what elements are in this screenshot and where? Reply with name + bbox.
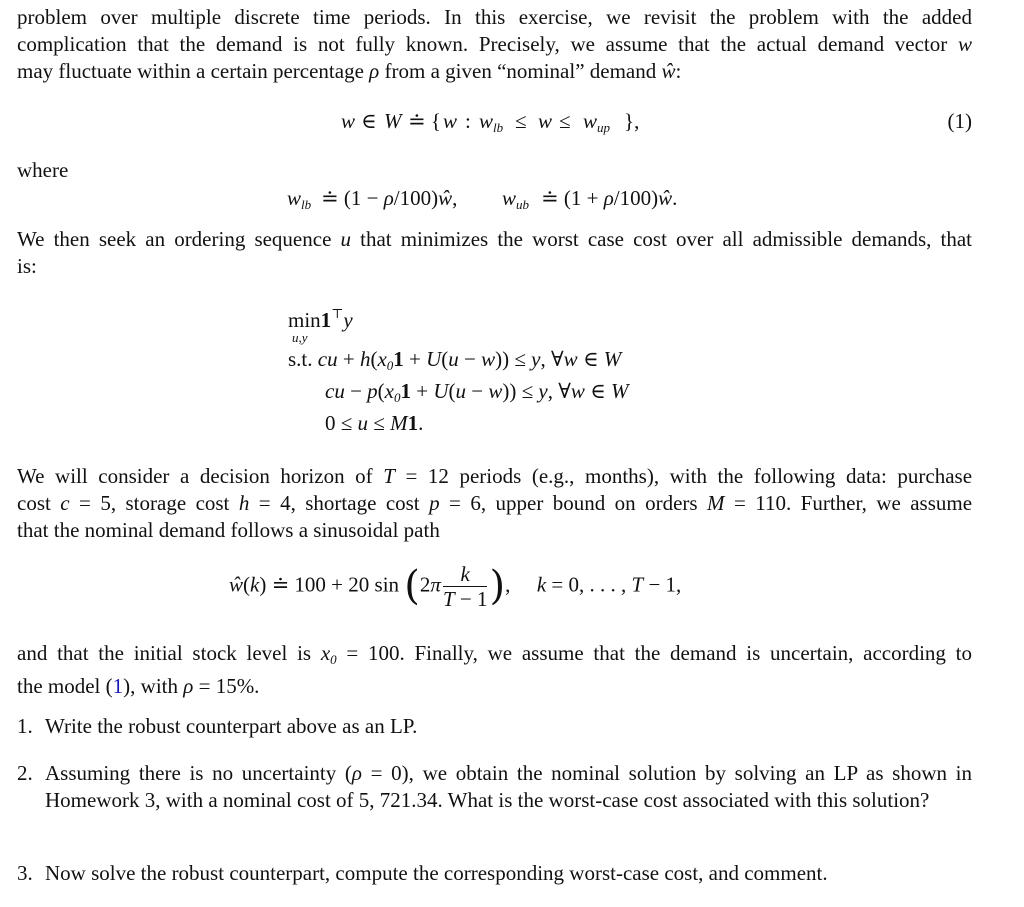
list-item-number: 1. [17,714,33,738]
seek-line-2: is: [17,254,37,278]
demand-equation: ŵ(k) ≐ 100 + 20 sin (2π $\frac{k}{T - 1}$ ), k = 0, . . . , T − 1, [229,562,682,611]
data-line-2d: 6, upper bound on orders [470,491,698,515]
data-paragraph: We will consider a decision horizon of T = 12 periods (e.g., months), with the following data: purchase cost c = 5, storage cost h = 4, shortage cost p = 6, upper bound on orders M = 110. Further, we assume that the nominal demand follows a sinusoidal path [17,464,973,542]
intro-line-1: problem over multiple discrete time periods. In this exercise, we revisit the problem with the added [17,5,972,29]
equation-1: w ∈ W ≐ { w : $w_{lb}$ ≤ w ≤ $w_{up}$ }, (1) [341,109,972,135]
equation-number: (1) [947,109,972,133]
final-line-1a: and that the initial stock level is [17,641,312,665]
seek-line-1b: that minimizes the worst case cost over all admissible demands, that [360,227,972,251]
robust-problem: min1⊤y u,y s.t. cu + $h(x_01 + U(u - w)) \le y$, ∀w ∈ W cu − $p(x_01 + U(u - w)) \le y$, ∀w ∈ W 0 ≤ u ≤ M1. [288,306,629,435]
list-item-number: 3. [17,861,33,885]
data-line-2b: 5, storage cost [100,491,230,515]
list-item-text: Now solve the robust counterpart, compute the corresponding worst-case cost, and comment. [45,861,828,885]
final-line-2a: the model [17,674,101,698]
list-item-text-b: 0), we obtain the nominal solution by solving an LP as shown in Homework 3, with a nominal cost of 5, 721.34. What is the worst-case cost associated with this solution? [45,761,973,812]
min-under: u,y [292,330,308,345]
data-line-1b: 12 periods (e.g., months), with the following data: purchase [427,464,973,488]
list-item-number: 2. [17,761,33,785]
seek-paragraph: We then seek an ordering sequence u that minimizes the worst case cost over all admissible demands, that is: [17,227,972,278]
intro-paragraph: problem over multiple discrete time periods. In this exercise, we revisit the problem with the added complication that the demand is not fully known. Precisely, we assume that the actual demand vector w may fluctuate within a certain percentage ρ from a given “nominal” demand ŵ: [17,5,972,83]
final-line-2b: , with [130,674,178,698]
data-line-2e: 110. Further, we assume [755,491,973,515]
data-line-2a: cost [17,491,51,515]
intro-line-3a: may fluctuate within a certain percentage [17,59,364,83]
intro-line-2: complication that the demand is not fully known. Precisely, we assume that the actual demand vector [17,32,948,56]
list-item-text: Write the robust counterpart above as an LP. [45,714,418,738]
list-item: 2. Assuming there is no uncertainty (ρ = 0), we obtain the nominal solution by solving an LP as shown in Homework 3, with a nominal cost of 5, 721.34. What is the worst-case cost associated with this solution? [17,761,973,812]
seek-line-1a: We then seek an ordering sequence [17,227,332,251]
bounds-equation: $w_{lb}$ ≐ (1 − ρ/100)ŵ, $w_{ub}$ ≐ (1 + ρ/100)ŵ. [287,186,678,212]
data-line-2c: 4, shortage cost [280,491,420,515]
equation-reference-link[interactable]: 1 [112,674,124,698]
intro-line-3b: from a given “nominal” demand [384,59,657,83]
final-line-2c: 15%. [215,674,260,698]
min-operator: min [288,308,321,332]
list-item [17,860,972,887]
final-line-1b: 100. Finally, we assume that the demand is uncertain, according to [368,641,973,665]
data-line-3: that the nominal demand follows a sinusoidal path [17,518,440,542]
st-label: s.t. [288,347,313,371]
where-label: where [17,158,69,182]
list-item [17,713,972,740]
data-line-1a: We will consider a decision horizon of [17,464,373,488]
list-item-text-a: Assuming there is no uncertainty ( [45,761,352,785]
final-paragraph: and that the initial stock level is $x_0 = 100$. Finally, we assume that the demand is uncertain, according to the model (1), with ρ = 15%. [17,641,973,698]
